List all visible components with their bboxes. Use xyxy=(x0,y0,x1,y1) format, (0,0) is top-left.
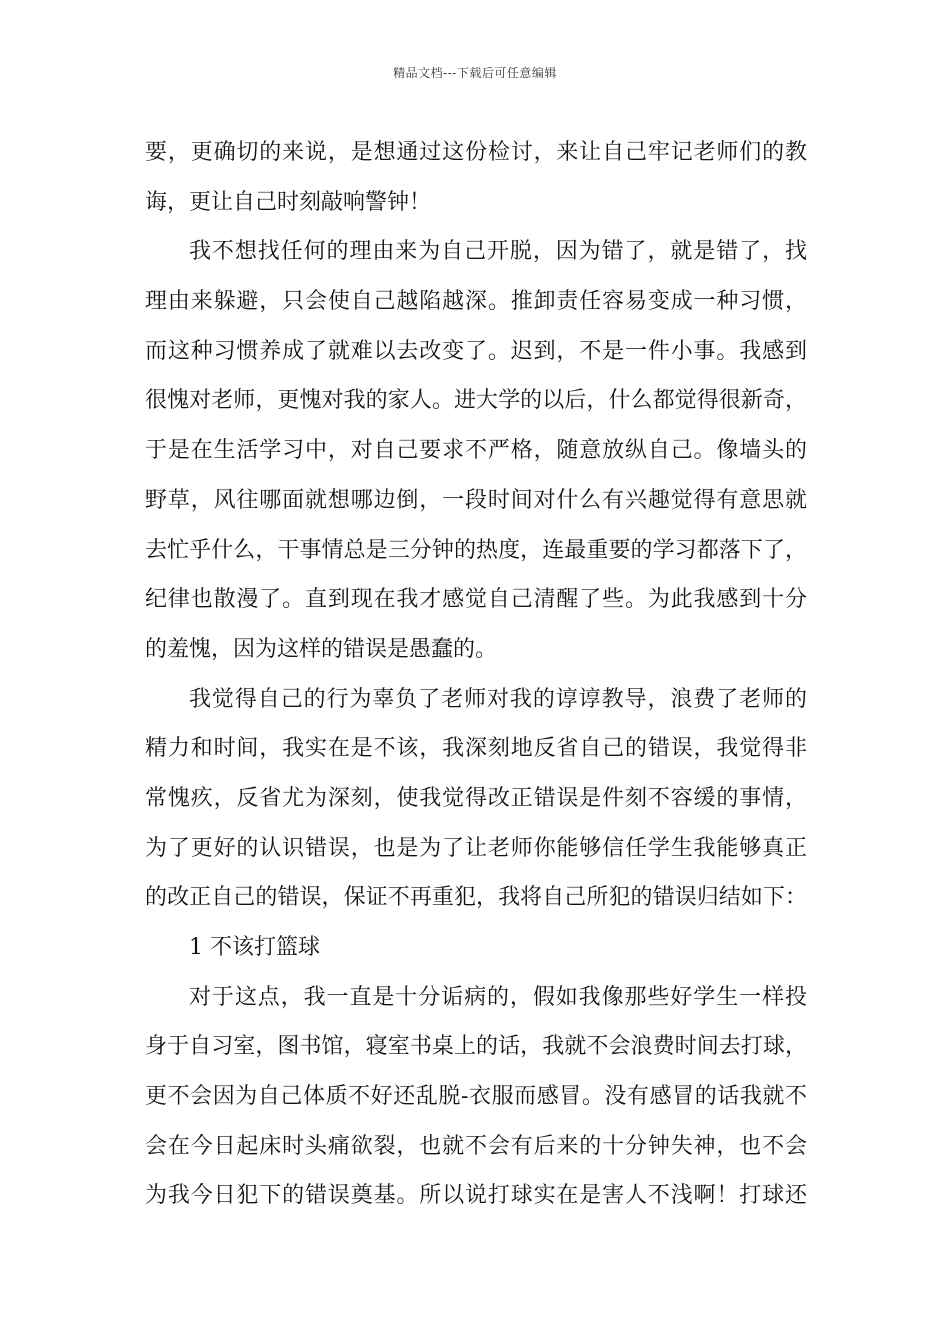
document-body xyxy=(145,128,807,1221)
text-line: 为了更好的认识错误，也是为了让老师你能够信任学生我能够真正 xyxy=(145,835,807,861)
text-line: 诲，更让自己时刻敲响警钟！ xyxy=(145,189,432,215)
text-line: 精力和时间，我实在是不该，我深刻地反省自己的错误，我觉得非 xyxy=(145,736,807,762)
text-line: 理由来躲避，只会使自己越陷越深。推卸责任容易变成一种习惯， xyxy=(145,289,807,315)
text-line: 而这种习惯养成了就难以去改变了。迟到，不是一件小事。我感到 xyxy=(145,338,807,364)
text-line: 更不会因为自己体质不好还乱脱-衣服而感冒。没有感冒的话我就不 xyxy=(145,1084,807,1110)
text-line: 身于自习室，图书馆，寝室书桌上的话，我就不会浪费时间去打球， xyxy=(145,1034,807,1060)
text-line: 为我今日犯下的错误奠基。所以说打球实在是害人不浅啊！打球还 xyxy=(145,1183,807,1209)
text-line: 纪律也散漫了。直到现在我才感觉自己清醒了些。为此我感到十分 xyxy=(145,587,807,613)
text-line: 会在今日起床时头痛欲裂，也就不会有后来的十分钟失神，也不会 xyxy=(145,1133,807,1159)
page-header: 精品文档---下载后可任意编辑 xyxy=(393,66,557,80)
text-line: 我不想找任何的理由来为自己开脱，因为错了，就是错了，找 xyxy=(189,239,807,265)
text-line: 1 不该打篮球 xyxy=(189,935,320,960)
text-line: 的改正自己的错误，保证不再重犯，我将自己所犯的错误归结如下： xyxy=(145,885,807,911)
text-line: 对于这点，我一直是十分诟病的，假如我像那些好学生一样投 xyxy=(189,984,807,1010)
text-line: 很愧对老师，更愧对我的家人。进大学的以后，什么都觉得很新奇， xyxy=(145,388,807,414)
text-line: 要，更确切的来说，是想通过这份检讨，来让自己牢记老师们的教 xyxy=(145,140,807,165)
text-line: 我觉得自己的行为辜负了老师对我的谆谆教导，浪费了老师的 xyxy=(189,686,807,712)
text-line: 的羞愧，因为这样的错误是愚蠢的。 xyxy=(145,636,498,662)
text-line: 于是在生活学习中，对自己要求不严格，随意放纵自己。像墙头的 xyxy=(145,438,807,464)
text-line: 去忙乎什么，干事情总是三分钟的热度，连最重要的学习都落下了， xyxy=(145,537,807,563)
text-line: 野草，风往哪面就想哪边倒，一段时间对什么有兴趣觉得有意思就 xyxy=(145,487,807,513)
text-line: 常愧疚，反省尤为深刻，使我觉得改正错误是件刻不容缓的事情， xyxy=(145,785,807,811)
